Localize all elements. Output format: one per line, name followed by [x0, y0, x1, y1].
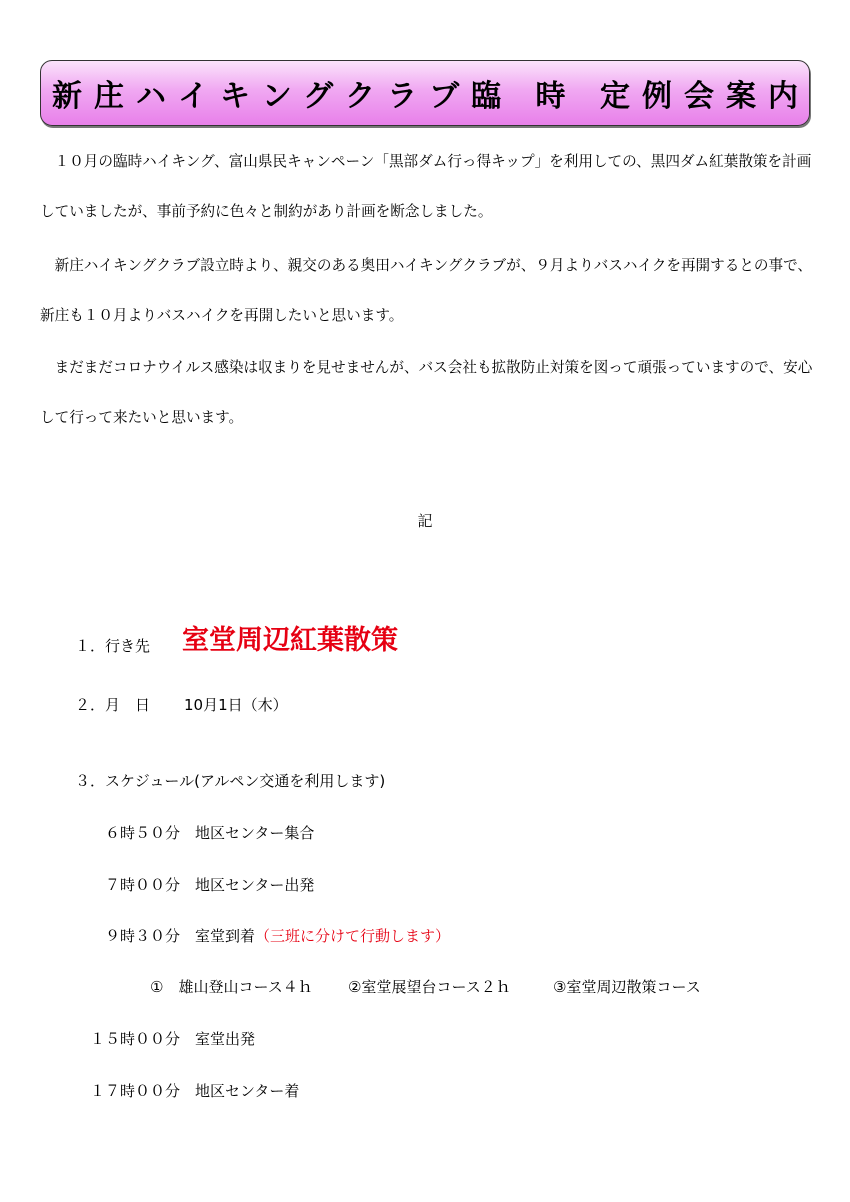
- item-destination-value: 室堂周辺紅葉散策: [182, 625, 398, 656]
- paragraph-3: まだまだコロナウイルス感染は収まりを見せませんが、バス会社も拡散防止対策を図って頑張っていますので、安心して行って来たいと思います。: [40, 359, 813, 426]
- schedule-row: [105, 925, 450, 946]
- item-date-label: ２．月 日: [75, 696, 151, 714]
- title-banner: [40, 60, 810, 126]
- schedule-time: １７時００分: [90, 1082, 181, 1100]
- item-schedule-heading: ３．スケジュール(アルペン交通を利用します): [75, 772, 386, 790]
- schedule-row: [90, 1080, 299, 1101]
- course-1: ① 雄山登山コース４ｈ: [150, 978, 313, 996]
- item-date-value: 10月1日（木）: [184, 696, 288, 714]
- schedule-row: [90, 1028, 255, 1049]
- schedule-event: 室堂出発: [195, 1030, 256, 1048]
- schedule-event: 地区センター出発: [195, 876, 315, 894]
- schedule-event: 地区センター集合: [195, 824, 315, 842]
- item-destination-label: １．行き先: [75, 637, 151, 655]
- schedule-row: [105, 822, 314, 843]
- page-title: 新庄ハイキングクラブ臨 時 定例会案内: [52, 79, 810, 114]
- schedule-time: ７時００分: [105, 876, 181, 894]
- schedule-time: ９時３０分: [105, 927, 181, 945]
- course-3: ③室堂周辺散策コース: [553, 978, 701, 996]
- schedule-event: 地区センター着: [195, 1082, 300, 1100]
- schedule-row: [105, 874, 314, 895]
- schedule-time: １５時００分: [90, 1030, 181, 1048]
- paragraph-2: 新庄ハイキングクラブ設立時より、親交のある奥田ハイキングクラブが、９月よりバスハイクを再開するとの事で、新庄も１０月よりバスハイクを再開したいと思います。: [40, 257, 813, 324]
- paragraph-1: １０月の臨時ハイキング、富山県民キャンペーン「黒部ダム行っ得キップ」を利用しての、黒四ダム紅葉散策を計画していましたが、事前予約に色々と制約があり計画を断念しました。: [40, 153, 812, 220]
- course-2: ②室堂展望台コース２ｈ: [348, 978, 511, 996]
- schedule-note: （三班に分けて行動します）: [255, 927, 451, 945]
- schedule-time: ６時５０分: [105, 824, 181, 842]
- schedule-event: 室堂到着: [195, 927, 256, 945]
- ki-heading: 記: [417, 512, 433, 530]
